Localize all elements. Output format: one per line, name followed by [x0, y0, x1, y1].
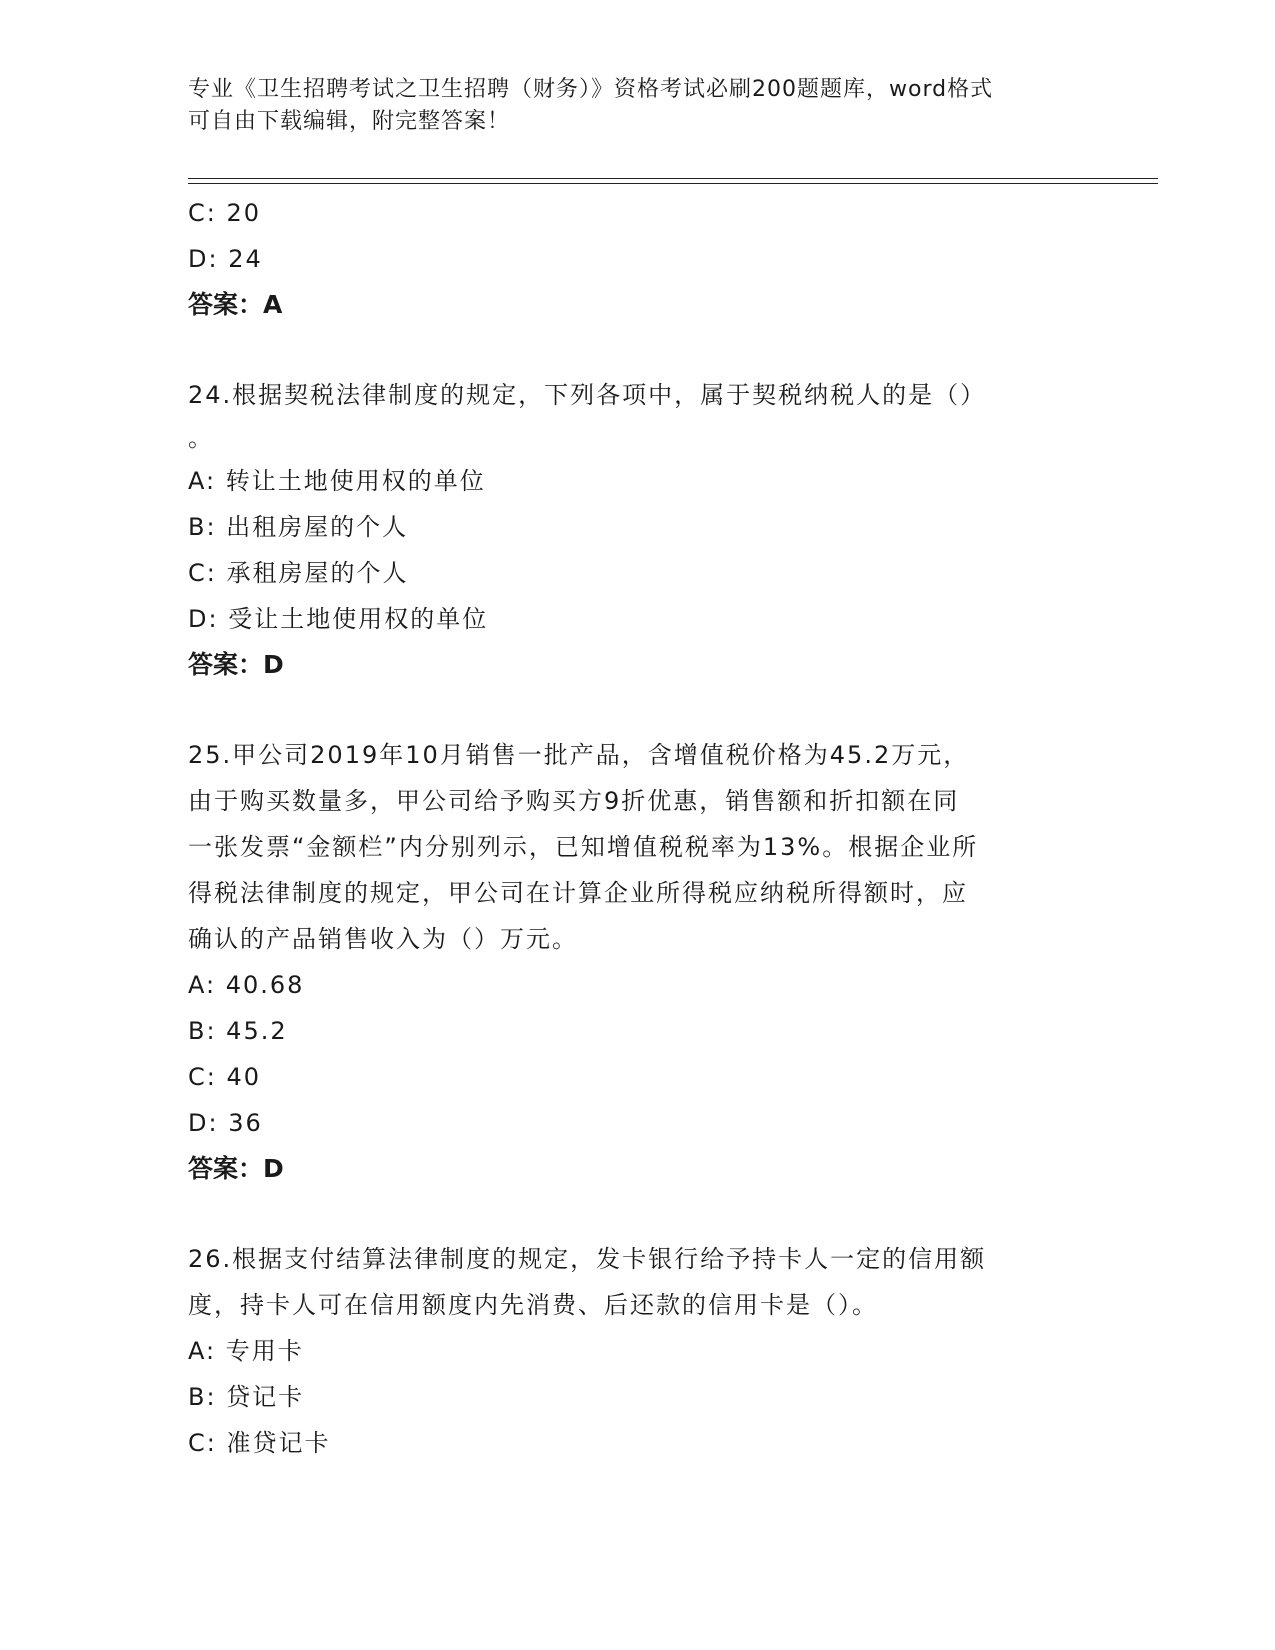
answer-line: 答案：D: [188, 1154, 284, 1183]
option-d: D: 受让土地使用权的单位: [188, 605, 489, 633]
spacer: [188, 1192, 1088, 1236]
answer-line: 答案：A: [188, 290, 283, 319]
option-d: D: 36: [188, 1109, 263, 1137]
header-divider-top: [188, 178, 1158, 179]
option-b: B: 贷记卡: [188, 1383, 305, 1411]
option-a: A: 转让土地使用权的单位: [188, 467, 486, 495]
page-header: [188, 74, 1068, 138]
answer-line: 答案：D: [188, 650, 284, 679]
option-a: A: 40.68: [188, 971, 305, 999]
question-text-line: 得税法律制度的规定，甲公司在计算企业所得税应纳税所得额时，应: [188, 879, 968, 907]
option-c: C: 准贷记卡: [188, 1429, 331, 1457]
question-text-line: 。: [188, 424, 214, 452]
question-24: [188, 372, 1088, 688]
question-text-line: 确认的产品销售收入为（）万元。: [188, 925, 578, 953]
header-line-1: 专业《卫生招聘考试之卫生招聘（财务）》资格考试必刷200题题库，word格式: [188, 77, 994, 102]
question-text-line: 24.根据契税法律制度的规定，下列各项中，属于契税纳税人的是（）: [188, 381, 987, 409]
spacer: [188, 328, 1088, 372]
option-c: C: 40: [188, 1063, 262, 1091]
question-text-line: 26.根据支付结算法律制度的规定，发卡银行给予持卡人一定的信用额: [188, 1245, 987, 1273]
spacer: [188, 688, 1088, 732]
question-26: [188, 1236, 1088, 1466]
option-c: C: 20: [188, 199, 262, 227]
option-d: D: 24: [188, 245, 263, 273]
document-body: [188, 190, 1088, 1466]
question-text-line: 由于购买数量多，甲公司给予购买方9折优惠，销售额和折扣额在同: [188, 787, 960, 815]
question-text-line: 一张发票“金额栏”内分别列示，已知增值税税率为13%。根据企业所: [188, 833, 979, 861]
question-text-line: 25.甲公司2019年10月销售一批产品，含增值税价格为45.2万元，: [188, 741, 970, 769]
option-a: A: 专用卡: [188, 1337, 304, 1365]
question-text-line: 度，持卡人可在信用额度内先消费、后还款的信用卡是（）。: [188, 1291, 878, 1319]
option-c: C: 承租房屋的个人: [188, 559, 409, 587]
option-b: B: 出租房屋的个人: [188, 513, 409, 541]
header-divider-bottom: [188, 183, 1158, 184]
question-25: [188, 732, 1088, 1192]
option-b: B: 45.2: [188, 1017, 288, 1045]
header-line-2: 可自由下载编辑，附完整答案！: [188, 109, 511, 134]
